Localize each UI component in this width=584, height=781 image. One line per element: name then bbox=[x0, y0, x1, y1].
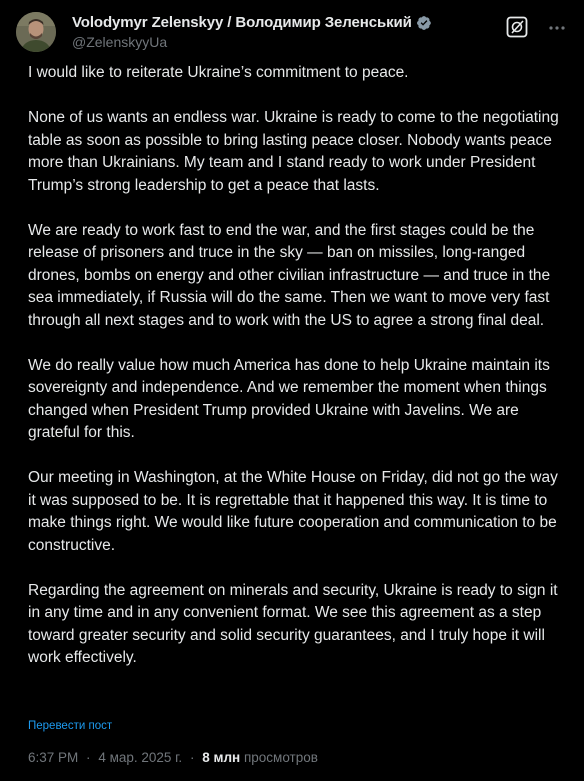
display-name[interactable]: Volodymyr Zelenskyy / Володимир Зеленський bbox=[72, 14, 412, 31]
grok-button[interactable] bbox=[504, 14, 530, 40]
post-header bbox=[16, 12, 568, 54]
post-date[interactable]: 4 мар. 2025 г. bbox=[98, 750, 183, 765]
more-options-icon bbox=[548, 25, 566, 31]
post-time[interactable]: 6:37 PM bbox=[28, 750, 79, 765]
post-text bbox=[28, 62, 564, 692]
grok-icon bbox=[506, 16, 528, 38]
post-paragraph: Our meeting in Washington, at the White House on Friday, did not go the way it was supposed to be. It is regrettable that it happened this way. It is time to make things right. We would like future cooperation and communication to be constructive. bbox=[28, 469, 558, 554]
translate-post-link[interactable]: Перевести пост bbox=[28, 720, 113, 732]
verified-badge-icon bbox=[416, 15, 432, 31]
views-label: просмотров bbox=[243, 750, 318, 765]
handle[interactable]: @ZelenskyyUa bbox=[72, 34, 168, 50]
post-meta bbox=[28, 750, 318, 765]
avatar[interactable] bbox=[16, 12, 56, 52]
user-avatar-photo bbox=[16, 12, 56, 52]
author-info bbox=[72, 14, 478, 50]
post-paragraph: We do really value how much America has done to help Ukraine maintain its sovereignty and independence. And we remember the moment when things changed when President Trump provided Ukraine with Javelins. We are grateful for this. bbox=[28, 356, 550, 441]
post-paragraph: None of us wants an endless war. Ukraine is ready to come to the negotiating table as soon as possible to bring lasting peace closer. Nobody wants peace more than Ukrainians. My team and I stand ready to work under President Trump’s strong leadership to get a peace that lasts. bbox=[28, 109, 559, 194]
views-count[interactable]: 8 млн bbox=[202, 750, 241, 765]
meta-separator: · bbox=[86, 750, 91, 765]
more-options-button[interactable] bbox=[546, 18, 568, 38]
meta-separator: · bbox=[189, 750, 195, 765]
post-paragraph: I would like to reiterate Ukraine’s commitment to peace. bbox=[28, 64, 409, 81]
post-paragraph: Regarding the agreement on minerals and security, Ukraine is ready to sign it in any time and in any convenient format. We see this agreement as a step toward greater security and solid security guarantees, and I truly hope it will work effectively. bbox=[28, 581, 558, 666]
name-row bbox=[72, 14, 478, 31]
post-paragraph: We are ready to work fast to end the war, and the first stages could be the release of prisoners and truce in the sky — ban on missiles, long-ranged drones, bombs on energy and other civilian infrastructure — and truce in the sea immediately, if Russia will do the same. Then we want to move very fast through all next stages and to work with the US to agree a strong final deal. bbox=[28, 221, 551, 329]
